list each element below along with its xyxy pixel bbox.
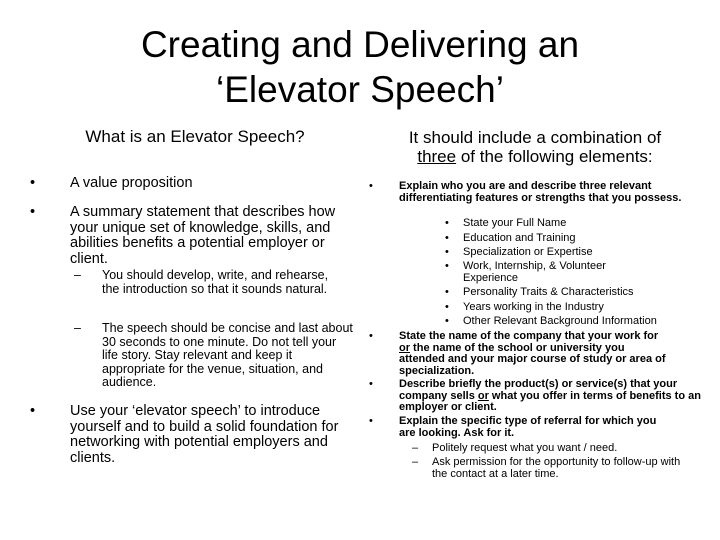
- right-heading-line-2: [370, 147, 700, 166]
- bullet-icon: •: [369, 180, 373, 192]
- element-item-years: • Years working in the Industry: [445, 301, 604, 313]
- right-bullet-3: • Describe briefly the product(s) or service(s) that your company sells or what you offer in terms of benefits to an employer or client.: [369, 378, 701, 413]
- left-bullet-text: A summary statement that describes how your unique set of knowledge, skills, and abilities benefits a potential employer or client.: [70, 204, 336, 267]
- bullet-icon: •: [369, 415, 373, 427]
- dash-icon: –: [412, 442, 419, 454]
- left-heading: What is an Elevator Speech?: [85, 127, 305, 146]
- left-bullet-3: [30, 403, 360, 466]
- bullet-icon: •: [369, 378, 373, 390]
- right-sub-bullet-1: – Politely request what you want / need.: [412, 442, 618, 454]
- element-item-personality: • Personality Traits & Characteristics: [445, 286, 634, 298]
- bullet-icon: •: [445, 232, 449, 244]
- bullet-icon: •: [445, 217, 449, 229]
- emphasis-or: or: [399, 341, 410, 354]
- right-heading-line-1: It should include a combination of: [408, 128, 662, 147]
- element-item-education: • Education and Training: [445, 232, 576, 244]
- bullet-icon: •: [445, 246, 449, 258]
- left-sub-bullet-text: The speech should be concise and last about 30 seconds to one minute. Do not tell your life story. Stay relevant and keep it appropriate for the venue, situation, and audience.: [102, 321, 353, 389]
- title-line-2: ‘Elevator Speech’: [216, 69, 504, 110]
- right-heading-rest: of the following elements:: [456, 147, 653, 166]
- right-bullet-text: Explain who you are and describe three relevant differentiating features or strengths that you possess.: [399, 180, 682, 204]
- left-sub-bullet-2: [74, 321, 354, 390]
- right-bullet-4: • Explain the specific type of referral for which you are looking. Ask for it.: [369, 415, 657, 439]
- dash-icon: –: [74, 321, 81, 335]
- left-bullet-1: [30, 175, 360, 192]
- left-bullet-2: [30, 204, 345, 267]
- left-sub-bullet-1: [74, 268, 337, 296]
- right-sub-bullet-2: – Ask permission for the opportunity to follow-up with the contact at a later time.: [412, 456, 681, 480]
- element-item-work: • Work, Internship, & Volunteer Experience: [445, 260, 606, 284]
- slide-title: [0, 22, 720, 112]
- emphasis-three: three: [417, 147, 457, 166]
- bullet-icon: •: [30, 403, 36, 419]
- bullet-icon: •: [445, 286, 449, 298]
- element-item-other: • Other Relevant Background Information: [445, 315, 657, 327]
- element-item-specialization: • Specialization or Expertise: [445, 246, 593, 258]
- left-bullet-text: A value proposition: [70, 175, 193, 191]
- dash-icon: –: [74, 268, 81, 282]
- right-heading: [370, 128, 700, 166]
- left-bullet-text: Use your ‘elevator speech’ to introduce yourself and to build a solid foundation for networking with potential employers and clients.: [70, 403, 339, 466]
- emphasis-or: or: [477, 389, 489, 402]
- bullet-icon: •: [445, 301, 449, 313]
- bullet-icon: •: [445, 315, 449, 327]
- bullet-icon: •: [445, 260, 449, 272]
- bullet-icon: •: [30, 175, 36, 191]
- right-bullet-2: • State the name of the company that your work for or the name of the school or university you attended and your major course of study or area of specialization.: [369, 330, 666, 377]
- title-line-1: Creating and Delivering an: [140, 24, 580, 65]
- bullet-icon: •: [369, 330, 373, 342]
- bullet-icon: •: [30, 204, 36, 220]
- dash-icon: –: [412, 456, 419, 468]
- left-sub-bullet-text: You should develop, write, and rehearse, the introduction so that it sounds natural.: [102, 268, 329, 296]
- element-item-full-name: • State your Full Name: [445, 217, 567, 229]
- right-bullet-1: [369, 180, 709, 204]
